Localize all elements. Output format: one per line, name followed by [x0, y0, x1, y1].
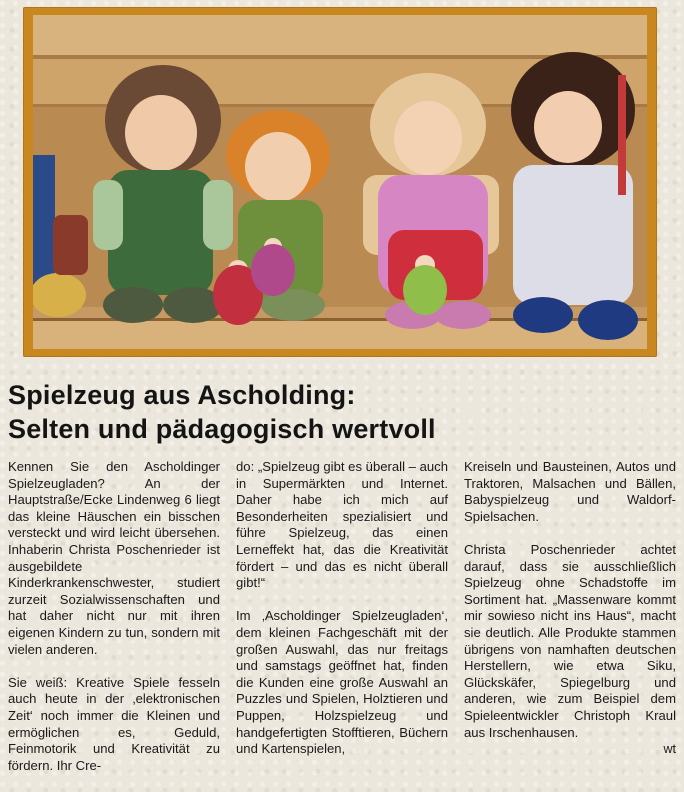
- paragraph: Christa Poschenrieder achtet darauf, dass sie ausschließlich Spielzeug ohne Schadstoffe im Sortiment hat. „Massenware kommt mir sowieso nicht ins Haus“, macht sie deutlich. Alle Produkte stammen übrigens von namhaften deutschen Herstellern, wie etwa Siku, Glückskäfer, Spiegelburg und anderen, wie zum Beispiel dem Spieleentwickler Christoph Kraul aus Irschenhausen.: [464, 541, 676, 740]
- doll-photo: [33, 15, 647, 349]
- doll-photo-illustration: [33, 15, 647, 349]
- headline-line-1: Spielzeug aus Ascholding:: [8, 380, 356, 410]
- paragraph: Kennen Sie den Ascholdinger Spielzeugladen? An der Hauptstraße/Ecke Lindenweg 6 liegt das kleine Häuschen ein bisschen versteckt und wird leicht übersehen. Inhaberin Christa Poschenrieder ist ausgebildete Kinderkrankenschwester, studiert zurzeit Sozialwissenschaften und hat daher nicht nur mit ihren eigenen Kindern zu tun, sondern mit vielen anderen.: [8, 459, 220, 657]
- photo-frame: [23, 7, 657, 357]
- article-column-1: [8, 459, 220, 774]
- paragraph: Sie weiß: Kreative Spiele fesseln auch heute in der ‚elektronischen Zeit‘ noch immer die Kleinen und ermöglichen es, Geduld, Feinmotorik und Kreativität zu fördern. Ihr Cre-: [8, 674, 220, 773]
- headline-line-2: Selten und pädagogisch wertvoll: [8, 414, 436, 444]
- headline: [8, 378, 668, 446]
- author-signature: wt: [663, 742, 676, 757]
- article-body: [8, 459, 676, 789]
- article-column-3: [464, 459, 676, 758]
- paragraph: Im ‚Ascholdinger Spielzeugladen‘, dem kleinen Fachgeschäft mit der großen Auswahl, das nur freitags und samstags geöffnet hat, finden die Kunden eine große Auswahl an Puzzles und Spielen, Holztieren und Puppen, Holzspielzeug und handgefertigten Stofftieren, Büchern und Kartenspielen,: [236, 608, 448, 757]
- article-column-2: [236, 459, 448, 758]
- paragraph: Kreiseln und Bausteinen, Autos und Traktoren, Malsachen und Bällen, Babyspielzeug und Waldorf-Spielsachen.: [464, 459, 676, 524]
- doll-floral: [511, 52, 638, 340]
- paragraph: do: „Spielzeug gibt es überall – auch in Supermärkten und Internet. Daher habe ich mich auf Besonderheiten spezialisiert und führe Spielzeug, das einen Lerneffekt hat, das die Kreativität fördert – und das es nicht überall gibt!“: [236, 459, 448, 591]
